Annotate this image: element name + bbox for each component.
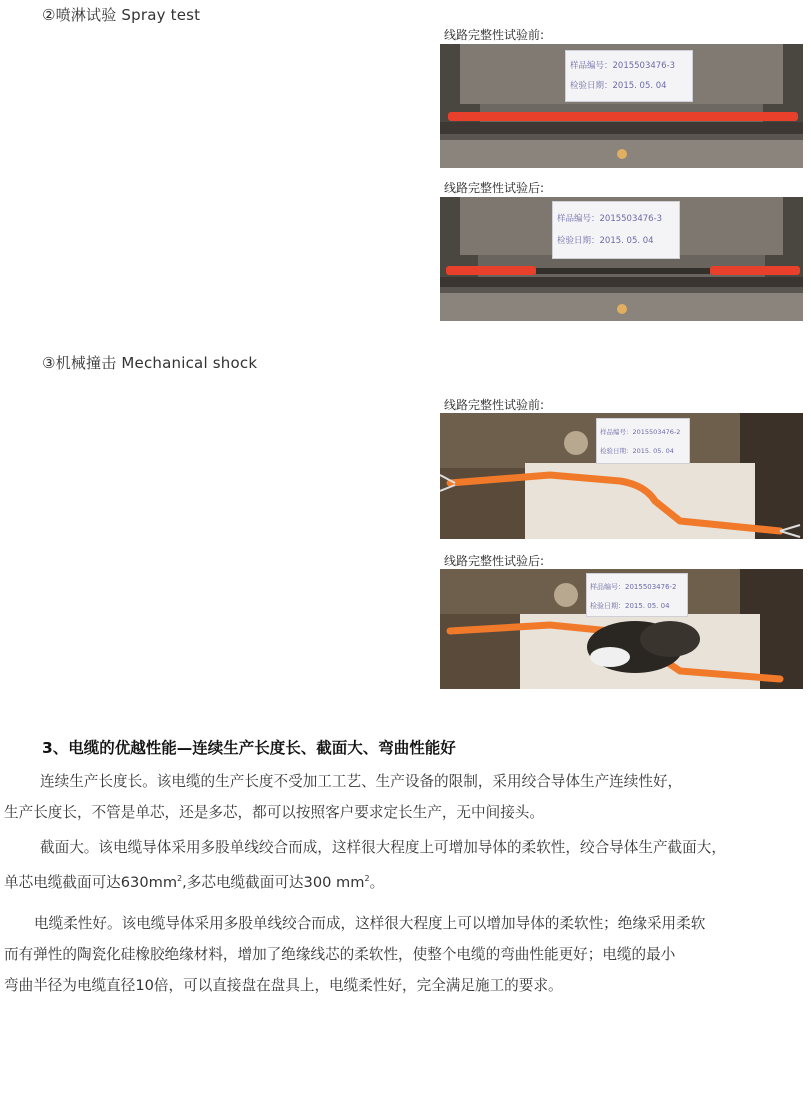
sample-number-text: 样品编号：2015503476-2 (590, 583, 677, 591)
test-date-text: 检验日期：2015. 05. 04 (590, 602, 670, 610)
spray-after-caption: 线路完整性试验后: (444, 181, 545, 195)
mechanical-shock-title: ③机械撞击 Mechanical shock (42, 354, 258, 372)
paragraph-2-line-1: 截面大。该电缆导体采用多股单线绞合而成，这样很大程度上可增加导体的柔软性，绞合导体生产截面大， (40, 839, 726, 856)
article-body (4, 766, 809, 1001)
text-segment: ,多芯电缆截面可达300 mm (182, 873, 365, 891)
test-date-text: 检验日期：2015. 05. 04 (600, 447, 674, 455)
shock-after-photo (440, 569, 803, 689)
superscript: 2 (364, 874, 370, 883)
shock-after-label-card (586, 573, 688, 617)
shock-before-photo (440, 413, 803, 539)
test-date-text: 检验日期：2015. 05. 04 (570, 81, 667, 91)
shock-after-caption: 线路完整性试验后: (444, 554, 545, 568)
spray-before-photo (440, 44, 803, 168)
spray-before-caption: 线路完整性试验前: (444, 28, 545, 42)
sample-number-text: 样品编号：2015503476-3 (557, 214, 663, 224)
spray-after-photo (440, 197, 803, 321)
paragraph-3-line-1: 电缆柔性好。该电缆导体采用多股单线绞合而成，这样很大程度上可以增加导体的柔软性；绝缘采用柔软 (34, 914, 706, 932)
paragraph-3-line-3: 弯曲半径为电缆直径10倍，可以直接盘在盘具上，电缆柔性好，完全满足施工的要求。 (4, 976, 563, 994)
shock-before-caption: 线路完整性试验前: (444, 398, 545, 412)
test-date-text: 检验日期：2015. 05. 04 (557, 236, 654, 246)
paragraph-3-line-2: 而有弹性的陶瓷化硅橡胶绝缘材料，增加了绝缘线芯的柔软性，使整个电缆的弯曲性能更好；电缆的最小 (4, 945, 676, 963)
paragraph-2-line-2 (4, 863, 809, 898)
section-heading: 3、电缆的优越性能—连续生产长度长、截面大、弯曲性能好 (42, 739, 456, 757)
spray-after-label-card (552, 201, 680, 259)
text-segment: 单芯电缆截面可达630mm (4, 873, 178, 891)
sample-number-text: 样品编号：2015503476-2 (600, 428, 681, 436)
spray-before-label-card (565, 50, 693, 102)
spray-test-title: ②喷淋试验 Spray test (42, 6, 201, 24)
shock-before-label-card (596, 418, 690, 464)
sample-number-text: 样品编号：2015503476-3 (570, 61, 676, 71)
text-segment: 。 (369, 873, 385, 891)
superscript: 2 (177, 874, 183, 883)
paragraph-1-line-1: 连续生产长度长。该电缆的生产长度不受加工工艺、生产设备的限制，采用绞合导体生产连续性好， (40, 773, 683, 790)
paragraph-1-line-2: 生产长度长，不管是单芯，还是多芯，都可以按照客户要求定长生产，无中间接头。 (4, 804, 544, 821)
